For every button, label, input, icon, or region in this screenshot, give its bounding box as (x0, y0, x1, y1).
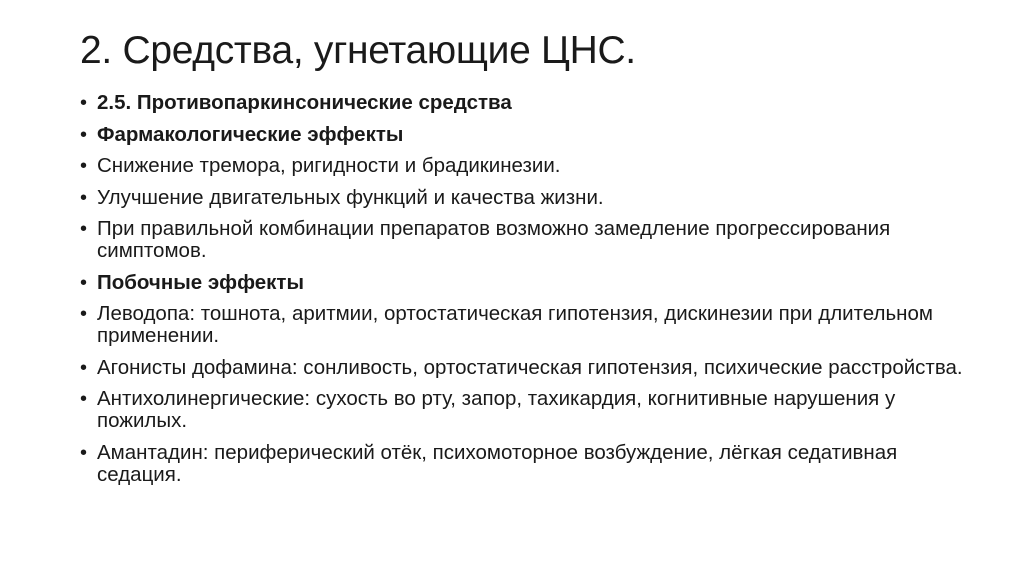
bullet-dot-icon: • (80, 186, 88, 209)
bullet-dot-icon: • (80, 218, 88, 240)
bullet-item-dopamine-agonists (80, 357, 980, 379)
bullet-item-section (80, 92, 980, 114)
bullet-dot-icon: • (80, 155, 88, 177)
bullet-dot-icon: • (80, 303, 88, 325)
bullet-text: При правильной комбинации препаратов возможно замедление прогрессирования симптомов. (97, 217, 891, 262)
bullet-text: 2.5. Противопаркинсонические средства (97, 91, 512, 114)
bullet-item-pharmacological-effects (80, 124, 980, 146)
bullet-dot-icon: • (80, 388, 88, 410)
bullet-text: Антихолинергические: сухость во рту, запор, тахикардия, когнитивные нарушения у пожилых. (97, 387, 896, 432)
bullet-dot-icon: • (80, 441, 88, 464)
bullet-item-effect-2 (80, 187, 980, 209)
bullet-text: Улучшение двигательных функций и качества жизни. (97, 185, 604, 209)
bullet-text: Амантадин: периферический отёк, психомоторное возбуждение, лёгкая седативная седация. (97, 440, 898, 486)
bullet-item-effect-3 (80, 218, 980, 262)
bullet-text: Агонисты дофамина: сонливость, ортостатическая гипотензия, психические расстройства. (97, 355, 963, 379)
bullet-list (80, 92, 980, 495)
bullet-dot-icon: • (80, 356, 88, 379)
bullet-item-side-effects (80, 272, 980, 294)
bullet-item-amantadine (80, 442, 980, 486)
bullet-dot-icon: • (80, 92, 88, 114)
bullet-item-effect-1 (80, 155, 980, 177)
bullet-dot-icon: • (80, 271, 88, 294)
bullet-text: Побочные эффекты (97, 270, 304, 294)
bullet-text: Фармакологические эффекты (97, 122, 404, 146)
bullet-item-anticholinergics (80, 388, 980, 432)
bullet-text: Леводопа: тошнота, аритмии, ортостатическая гипотензия, дискинезии при длительном применении. (97, 302, 933, 347)
bullet-dot-icon: • (80, 123, 88, 146)
bullet-item-levodopa (80, 303, 980, 347)
bullet-text: Снижение тремора, ригидности и брадикинезии. (97, 154, 561, 177)
slide-title: 2. Средства, угнетающие ЦНС. (80, 29, 636, 72)
